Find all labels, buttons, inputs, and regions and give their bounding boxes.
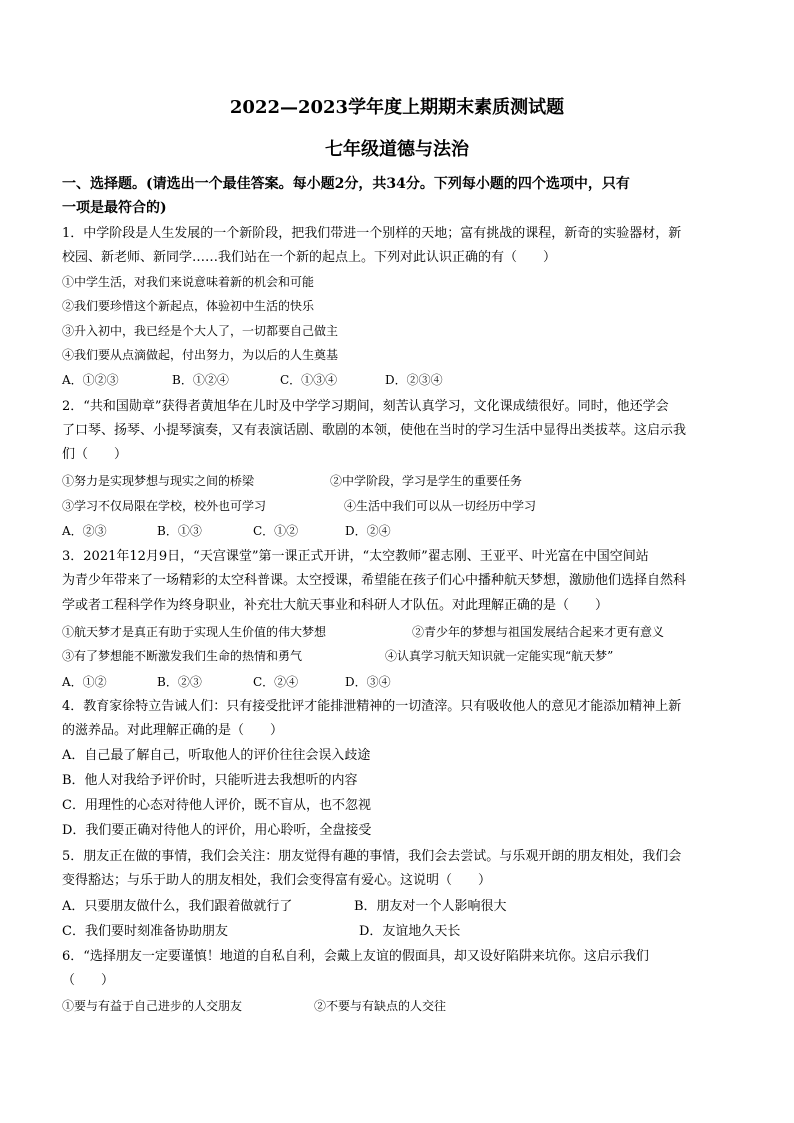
question-3-option-a: A．①② — [62, 675, 107, 689]
question-1-statement-3: ③升入初中，我已经是个大人了，一切都要自己做主 — [62, 324, 339, 338]
question-2-stem-end: 们（ ） — [62, 447, 128, 462]
question-3-stem-cont: 为青少年带来了一场精彩的太空科普课。太空授课，希望能在孩子们心中播种航天梦想，激励他们选择自然科 — [62, 573, 687, 588]
question-3-statement-2: ②青少年的梦想与祖国发展结合起来才更有意义 — [412, 625, 665, 639]
section-heading: 一、选择题。(请选出一个最佳答案。每小题2分，共34分。下列每小题的四个选项中，只有 — [62, 176, 630, 192]
question-1-stem: 1．中学阶段是人生发展的一个新阶段，把我们带进一个别样的天地；富有挑战的课程，新奇的实验器材，新 — [62, 226, 682, 241]
question-3-option-b: B．②③ — [157, 675, 202, 689]
question-1-option-a: A．①②③ — [62, 373, 119, 387]
question-1-statement-4: ④我们要从点滴做起，付出努力，为以后的人生奠基 — [62, 348, 339, 362]
question-2-option-a: A．②③ — [62, 524, 107, 538]
question-1-statement-1: ①中学生活，对我们来说意味着新的机会和可能 — [62, 275, 315, 289]
question-5-stem-cont: 变得豁达；与乐于助人的朋友相处，我们会变得富有爱心。这说明（ ） — [62, 873, 492, 888]
question-3-option-c: C．②④ — [253, 675, 299, 689]
question-2-statement-1: ①努力是实现梦想与现实之间的桥梁 — [62, 474, 255, 488]
question-1-stem-cont: 校园、新老师、新同学……我们站在一个新的起点上。下列对此认识正确的有（ ） — [62, 250, 557, 265]
question-2-option-d: D．②④ — [345, 524, 391, 538]
question-6-stem: 6．“选择朋友一定要谨慎！地道的自私自利，会戴上友谊的假面具，却又设好陷阱来坑你。这启示我们 — [62, 949, 649, 964]
question-1-option-b: B．①②④ — [172, 373, 229, 387]
question-2-option-c: C．①② — [253, 524, 299, 538]
question-4-stem-cont: 的滋养品。对此理解正确的是（ ） — [62, 723, 284, 738]
question-4-option-a: A．自己最了解自己，听取他人的评价往往会误入歧途 — [62, 748, 371, 763]
question-6-statement-1: ①要与有益于自己进步的人交朋友 — [62, 999, 243, 1013]
question-6-stem-cont: （ ） — [62, 973, 115, 988]
question-5-stem: 5．朋友正在做的事情，我们会关注：朋友觉得有趣的事情，我们会去尝试。与乐观开朗的朋友相处，我们会 — [62, 849, 682, 864]
exam-subject: 七年级道德与法治 — [325, 139, 469, 160]
question-3-stem: 3．2021年12月9日，“天宫课堂”第一课正式开讲，“太空教师”翟志刚、王亚平、叶光富在中国空间站 — [62, 549, 649, 564]
question-3-stem-end: 学或者工程科学作为终身职业，补充壮大航天事业和科研人才队伍。对此理解正确的是（ ） — [62, 598, 609, 613]
question-4-option-b: B．他人对我给予评价时，只能听进去我想听的内容 — [62, 773, 358, 788]
question-1-option-d: D．②③④ — [385, 373, 443, 387]
question-2-statement-2: ②中学阶段，学习是学生的重要任务 — [330, 474, 523, 488]
question-3-statement-4: ④认真学习航天知识就一定能实现“航天梦” — [385, 649, 614, 663]
exam-title: 2022—2023学年度上期期末素质测试题 — [229, 97, 565, 118]
question-2-stem: 2．“共和国勋章”获得者黄旭华在儿时及中学学习期间，刻苦认真学习，文化课成绩很好。同时，他还学会 — [62, 399, 669, 414]
question-3-statement-1: ①航天梦才是真正有助于实现人生价值的伟大梦想 — [62, 625, 327, 639]
question-2-statement-3: ③学习不仅局限在学校，校外也可学习 — [62, 499, 267, 513]
question-2-stem-cont: 了口琴、扬琴、小提琴演奏，又有表演话剧、歌剧的本领，使他在当时的学习生活中显得出类拔萃。这启示我 — [62, 423, 687, 438]
question-5-option-a: A．只要朋友做什么，我们跟着做就行了 — [62, 899, 293, 914]
question-1-statement-2: ②我们要珍惜这个新起点，体验初中生活的快乐 — [62, 299, 315, 313]
question-6-statement-2: ②不要与有缺点的人交往 — [314, 999, 447, 1013]
question-5-option-d: D．友谊地久天长 — [359, 924, 461, 939]
question-4-option-c: C．用理性的心态对待他人评价，既不盲从，也不忽视 — [62, 798, 371, 813]
question-5-option-c: C．我们要时刻准备协助朋友 — [62, 924, 228, 939]
question-4-option-d: D．我们要正确对待他人的评价，用心聆听，全盘接受 — [62, 823, 372, 838]
question-2-statement-4: ④生活中我们可以从一切经历中学习 — [344, 499, 537, 513]
question-1-option-c: C．①③④ — [280, 373, 338, 387]
question-3-statement-3: ③有了梦想能不断激发我们生命的热情和勇气 — [62, 649, 303, 663]
question-5-option-b: B．朋友对一个人影响很大 — [354, 899, 507, 914]
question-2-option-b: B．①③ — [157, 524, 202, 538]
section-heading-cont: 一项是最符合的) — [62, 200, 167, 216]
question-4-stem: 4．教育家徐特立告诫人们：只有接受批评才能排泄精神的一切渣滓。只有吸收他人的意见才能添加精神上新 — [62, 699, 682, 714]
question-3-option-d: D．③④ — [345, 675, 391, 689]
